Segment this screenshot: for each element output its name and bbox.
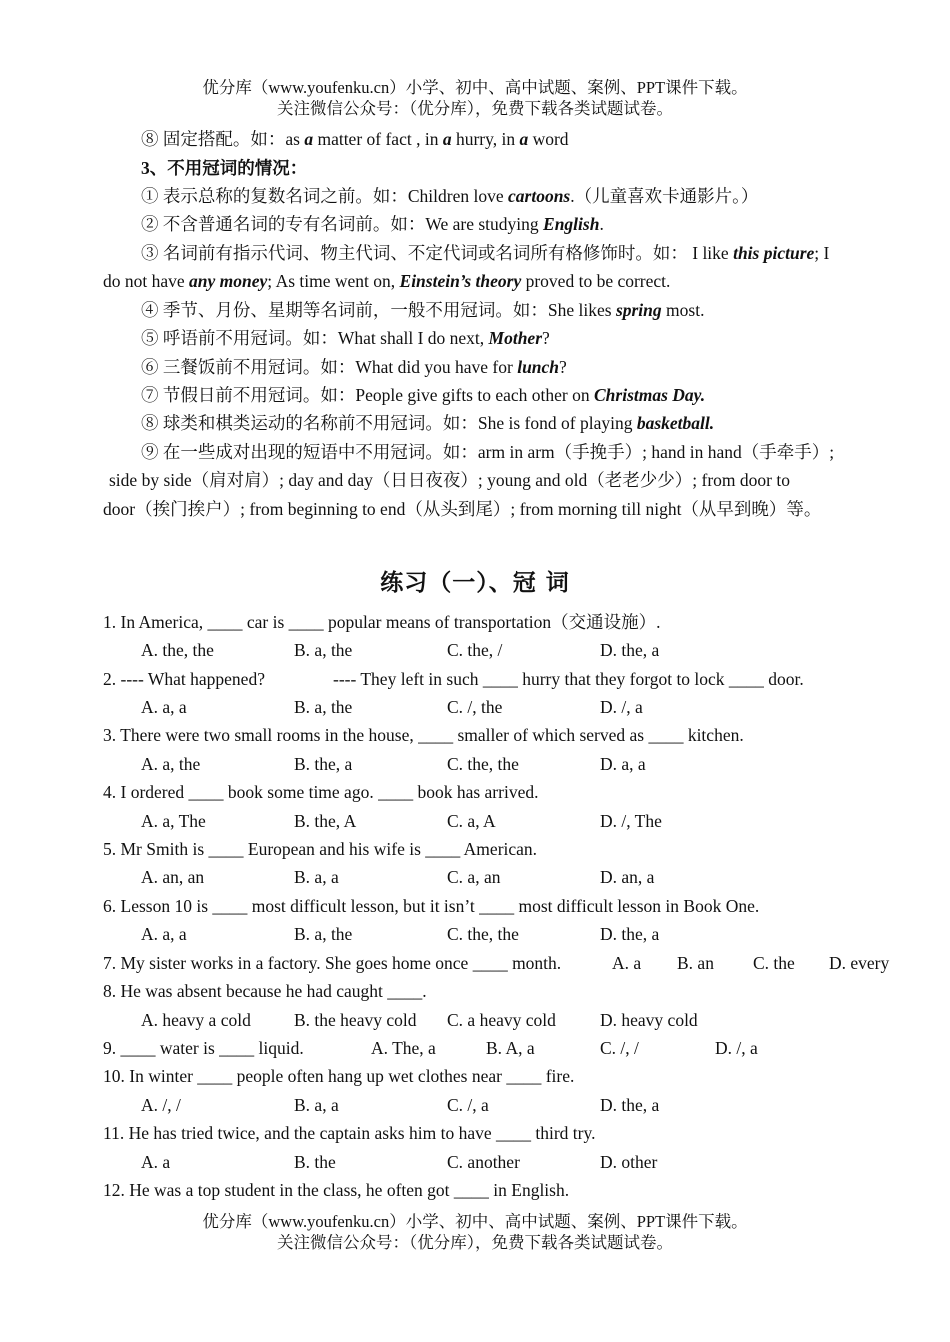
note-9-line-3: door（挨门挨户）; from beginning to end（从头到尾）; from morning till night（从早到晚）等。 <box>103 499 822 519</box>
footer-line-1: 优分库（www.youfenku.cn）小学、初中、高中试题、案例、PPT课件下载。 <box>202 1212 748 1231</box>
question-1: 1. In America, ____ car is ____ popular means of transportation（交通设施）. <box>103 612 661 632</box>
option-a: A. /, / <box>141 1095 181 1115</box>
footer-line-2: 关注微信公众号：（优分库），免费下载各类试题试卷。 <box>277 1233 673 1252</box>
option-d: D. a, a <box>600 754 646 774</box>
page-footer <box>0 1211 950 1253</box>
page-header <box>0 77 950 119</box>
option-a: A. a, a <box>141 924 187 944</box>
question-1-options <box>141 638 901 662</box>
question-4-options <box>141 809 901 833</box>
option-b: B. a, a <box>294 867 339 887</box>
note-3: ③ 名词前有指示代词、物主代词、不定代词或名词所有格修饰时。如： I like this picture; I <box>141 243 830 263</box>
option-b: B. a, the <box>294 640 353 660</box>
question-9-option-d: D. /, a <box>715 1038 758 1058</box>
note-3-continued: do not have any money; As time went on, Einstein’s theory proved to be correct. <box>103 271 671 291</box>
question-2: 2. ---- What happened? <box>103 669 265 689</box>
option-d: D. the, a <box>600 1095 660 1115</box>
note-fixed-phrases: ⑧ 固定搭配。如：as a matter of fact , in a hurry, in a word <box>141 129 569 149</box>
question-7-option-a: A. a <box>612 953 642 973</box>
question-8-options <box>141 1008 901 1032</box>
option-d: D. the, a <box>600 924 660 944</box>
question-6-options <box>141 922 901 946</box>
option-b: B. a, the <box>294 697 353 717</box>
option-b: B. the, A <box>294 811 357 831</box>
option-c: C. the, the <box>447 754 519 774</box>
option-c: C. a heavy cold <box>447 1010 556 1030</box>
section-heading: 3、不用冠词的情况： <box>141 158 308 178</box>
note-4: ④ 季节、月份、星期等名词前，一般不用冠词。如：She likes spring most. <box>141 300 705 320</box>
question-4: 4. I ordered ____ book some time ago. ____ book has arrived. <box>103 782 539 802</box>
option-d: D. heavy cold <box>600 1010 698 1030</box>
question-9-option-b: B. A, a <box>486 1038 535 1058</box>
option-a: A. an, an <box>141 867 205 887</box>
option-d: D. other <box>600 1152 658 1172</box>
question-7: 7. My sister works in a factory. She goes home once ____ month. <box>103 953 562 973</box>
option-c: C. another <box>447 1152 520 1172</box>
option-b: B. the, a <box>294 754 353 774</box>
option-a: A. a, The <box>141 811 206 831</box>
option-d: D. the, a <box>600 640 660 660</box>
question-11-options <box>141 1150 901 1174</box>
option-c: C. /, a <box>447 1095 489 1115</box>
question-9: 9. ____ water is ____ liquid. <box>103 1038 304 1058</box>
header-line-1: 优分库（www.youfenku.cn）小学、初中、高中试题、案例、PPT课件下载。 <box>202 78 748 97</box>
option-c: C. the, / <box>447 640 503 660</box>
option-d: D. /, a <box>600 697 643 717</box>
note-9: ⑨ 在一些成对出现的短语中不用冠词。如：arm in arm（手挽手）; hand in hand（手牵手）; <box>141 442 835 462</box>
question-5-options <box>141 865 901 889</box>
question-3-options <box>141 752 901 776</box>
option-c: C. a, A <box>447 811 496 831</box>
question-7-option-c: C. the <box>753 953 795 973</box>
note-7: ⑦ 节假日前不用冠词。如：People give gifts to each other on Christmas Day. <box>141 385 706 405</box>
question-10: 10. In winter ____ people often hang up wet clothes near ____ fire. <box>103 1066 575 1086</box>
question-10-options <box>141 1093 901 1117</box>
question-5: 5. Mr Smith is ____ European and his wife is ____ American. <box>103 839 538 859</box>
question-8: 8. He was absent because he had caught ____. <box>103 981 427 1001</box>
question-7-option-d: D. every <box>829 953 890 973</box>
option-a: A. a, the <box>141 754 201 774</box>
question-12: 12. He was a top student in the class, he often got ____ in English. <box>103 1180 570 1200</box>
option-a: A. the, the <box>141 640 214 660</box>
option-c: C. the, the <box>447 924 519 944</box>
question-9-option-a: A. The, a <box>371 1038 436 1058</box>
option-c: C. /, the <box>447 697 503 717</box>
note-1: ① 表示总称的复数名词之前。如：Children love cartoons.（儿童喜欢卡通影片。） <box>141 186 759 206</box>
option-a: A. heavy a cold <box>141 1010 251 1030</box>
question-2-options <box>141 695 901 719</box>
option-b: B. the heavy cold <box>294 1010 417 1030</box>
question-3: 3. There were two small rooms in the house, ____ smaller of which served as ____ kitchen. <box>103 725 744 745</box>
question-11: 11. He has tried twice, and the captain asks him to have ____ third try. <box>103 1123 596 1143</box>
note-8: ⑧ 球类和棋类运动的名称前不用冠词。如：She is fond of playing basketball. <box>141 413 715 433</box>
question-7-option-b: B. an <box>677 953 714 973</box>
header-line-2: 关注微信公众号：（优分库），免费下载各类试题试卷。 <box>277 99 673 118</box>
option-a: A. a, a <box>141 697 187 717</box>
option-b: B. a, a <box>294 1095 339 1115</box>
option-d: D. /, The <box>600 811 662 831</box>
question-9-option-c: C. /, / <box>600 1038 639 1058</box>
note-9-line-2: side by side（肩对肩）; day and day（日日夜夜）; young and old（老老少少）; from door to <box>109 470 790 490</box>
option-b: B. the <box>294 1152 336 1172</box>
note-6: ⑥ 三餐饭前不用冠词。如：What did you have for lunch? <box>141 357 567 377</box>
note-2: ② 不含普通名词的专有名词前。如：We are studying English. <box>141 214 604 234</box>
option-c: C. a, an <box>447 867 501 887</box>
question-6: 6. Lesson 10 is ____ most difficult lesson, but it isn’t ____ most difficult lesson in Book One. <box>103 896 760 916</box>
option-b: B. a, the <box>294 924 353 944</box>
note-5: ⑤ 呼语前不用冠词。如：What shall I do next, Mother? <box>141 328 550 348</box>
option-a: A. a <box>141 1152 171 1172</box>
question-2-reply: ---- They left in such ____ hurry that they forgot to lock ____ door. <box>333 669 804 689</box>
exercise-title: 练习（一）、冠 词 <box>380 570 570 596</box>
option-d: D. an, a <box>600 867 655 887</box>
